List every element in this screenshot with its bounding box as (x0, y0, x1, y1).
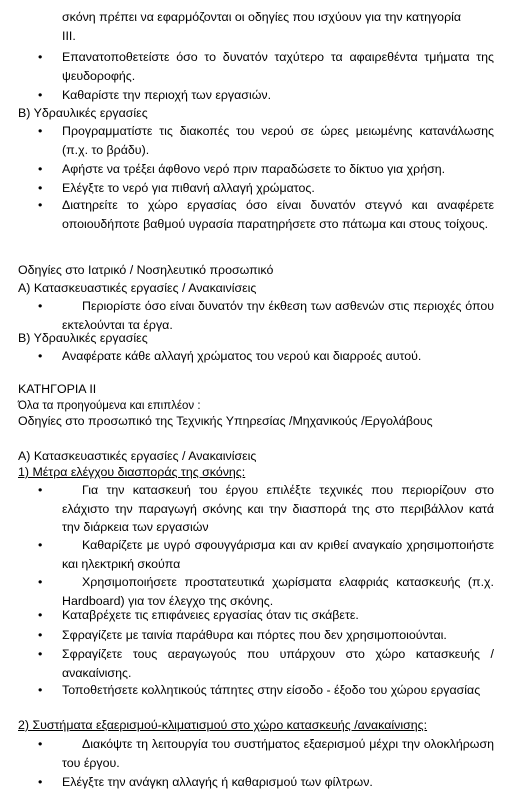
subsection-heading: 1) Μέτρα ελέγχου διασποράς της σκόνης: (18, 465, 246, 479)
list-item (38, 86, 494, 105)
bullet-icon: • (38, 538, 43, 552)
section-heading: Οδηγίες στο προσωπικό της Τεχνικής Υπηρεσίας /Μηχανικούς /Εργολάβους (18, 414, 433, 428)
list-item (38, 735, 494, 772)
list-item-text: Ελέγξτε την ανάγκη αλλαγής ή καθαρισμού των φίλτρων. (62, 775, 373, 789)
list-item (38, 773, 494, 792)
list-item (38, 48, 494, 85)
list-item-text: Χρησιμοποιήσετε προστατευτικά χωρίσματα ελαφριάς κατασκευής (π.χ. Hardboard) για τον έλεγχο της σκόνης. (62, 575, 494, 608)
list-item (38, 196, 494, 233)
list-item-text: Σφραγίζετε τους αεραγωγούς που υπάρχουν στο χώρο κατασκευής / ανακαίνισης. (62, 647, 494, 680)
list-item (38, 626, 494, 645)
list-item (38, 645, 494, 682)
bullet-icon: • (38, 124, 43, 138)
list-item (38, 179, 494, 198)
bullet-icon: • (38, 575, 43, 589)
section-heading: Β) Υδραυλικές εργασίες (18, 106, 148, 120)
list-item-text: Σφραγίζετε με ταινία παράθυρα και πόρτες που δεν χρησιμοποιούνται. (62, 628, 447, 642)
bullet-icon: • (38, 88, 43, 102)
bullet-icon: • (38, 181, 43, 195)
bullet-icon: • (38, 775, 43, 789)
list-item-text: Τοποθετήσετε κολλητικούς τάπητες στην είσοδο - έξοδο του χώρου εργασίας (62, 683, 481, 697)
list-item (38, 122, 494, 159)
intro-text (62, 8, 494, 46)
bullet-icon: • (38, 628, 43, 642)
bullet-icon: • (38, 299, 43, 313)
list-item-text: Αφήστε να τρέξει άφθονο νερό πριν παραδώσετε το δίκτυο για χρήση. (62, 162, 446, 176)
list-item (38, 681, 494, 700)
bullet-icon: • (38, 162, 43, 176)
list-item-text: Προγραμματίστε τις διακοπές του νερού σε ώρες μειωμένης κατανάλωσης (π.χ. το βράδυ). (62, 124, 494, 157)
list-item (38, 481, 494, 537)
category-title: ΚΑΤΗΓΟΡΙΑ ΙΙ (18, 382, 97, 396)
bullet-icon: • (38, 683, 43, 697)
bullet-icon: • (38, 483, 43, 497)
list-item-text: Επανατοποθετείστε όσο το δυνατόν ταχύτερο τα αφαιρεθέντα τμήματα της ψευδοροφής. (62, 50, 494, 83)
list-item-text: Αναφέρατε κάθε αλλαγή χρώματος του νερού και διαρροές αυτού. (62, 349, 422, 363)
list-item-text: Καθαρίζετε με υγρό σφουγγάρισμα και αν κριθεί αναγκαίο χρησιμοποιήστε και ηλεκτρική σκούπα (62, 538, 494, 571)
list-item (38, 536, 494, 573)
bullet-icon: • (38, 198, 43, 212)
list-item (38, 606, 494, 625)
list-item (38, 347, 494, 366)
list-item (38, 160, 494, 179)
list-item-text: Διακόψτε τη λειτουργία του συστήματος εξαερισμού μέχρι την ολοκλήρωση του έργου. (62, 737, 494, 770)
bullet-icon: • (38, 737, 43, 751)
list-item-text: Διατηρείτε το χώρο εργασίας όσο είναι δυνατόν στεγνό και αναφέρετε οποιουδήποτε βαθμού υγρασία παρατηρήσετε στο πάτωμα και στους τοίχους. (62, 198, 494, 231)
bullet-icon: • (38, 647, 43, 661)
list-item-text: Ελέγξτε το νερό για πιθανή αλλαγή χρώματος. (62, 181, 315, 195)
bullet-icon: • (38, 349, 43, 363)
section-heading: Οδηγίες στο Ιατρικό / Νοσηλευτικό προσωπικό (18, 263, 274, 277)
intro-line: σκόνη πρέπει να εφαρμόζονται οι οδηγίες που ισχύουν για την κατηγορία (62, 10, 462, 24)
subsection-heading: 2) Συστήματα εξαερισμού-κλιματισμού στο χώρο κατασκευής /ανακαίνισης: (18, 718, 428, 732)
category-intro: Όλα τα προηγούμενα και επιπλέον : (18, 400, 201, 412)
list-item-text: Καταβρέχετε τις επιφάνειες εργασίας όταν τις σκάβετε. (62, 608, 359, 622)
bullet-icon: • (38, 50, 43, 64)
list-item-text: Καθαρίστε την περιοχή των εργασιών. (62, 88, 272, 102)
subsection-heading: Β) Υδραυλικές εργασίες (18, 331, 148, 345)
subsection-heading: Α) Κατασκευαστικές εργασίες / Ανακαινίσεις (18, 281, 257, 295)
intro-line: ΙΙΙ. (62, 29, 76, 43)
bullet-icon: • (38, 608, 43, 622)
list-item-text: Για την κατασκευή του έργου επιλέξτε τεχνικές που περιορίζουν στο ελάχιστο την παραγωγή σκόνης και την διασπορά της στο περιβάλλον κατά την διάρκεια των εργασιών (62, 483, 494, 534)
subsection-heading: Α) Κατασκευαστικές εργασίες / Ανακαινίσεις (18, 449, 257, 463)
list-item (38, 573, 494, 610)
list-item-text: Περιορίστε όσο είναι δυνατόν την έκθεση των ασθενών στις περιοχές όπου εκτελούνται τα έργα. (62, 299, 494, 332)
